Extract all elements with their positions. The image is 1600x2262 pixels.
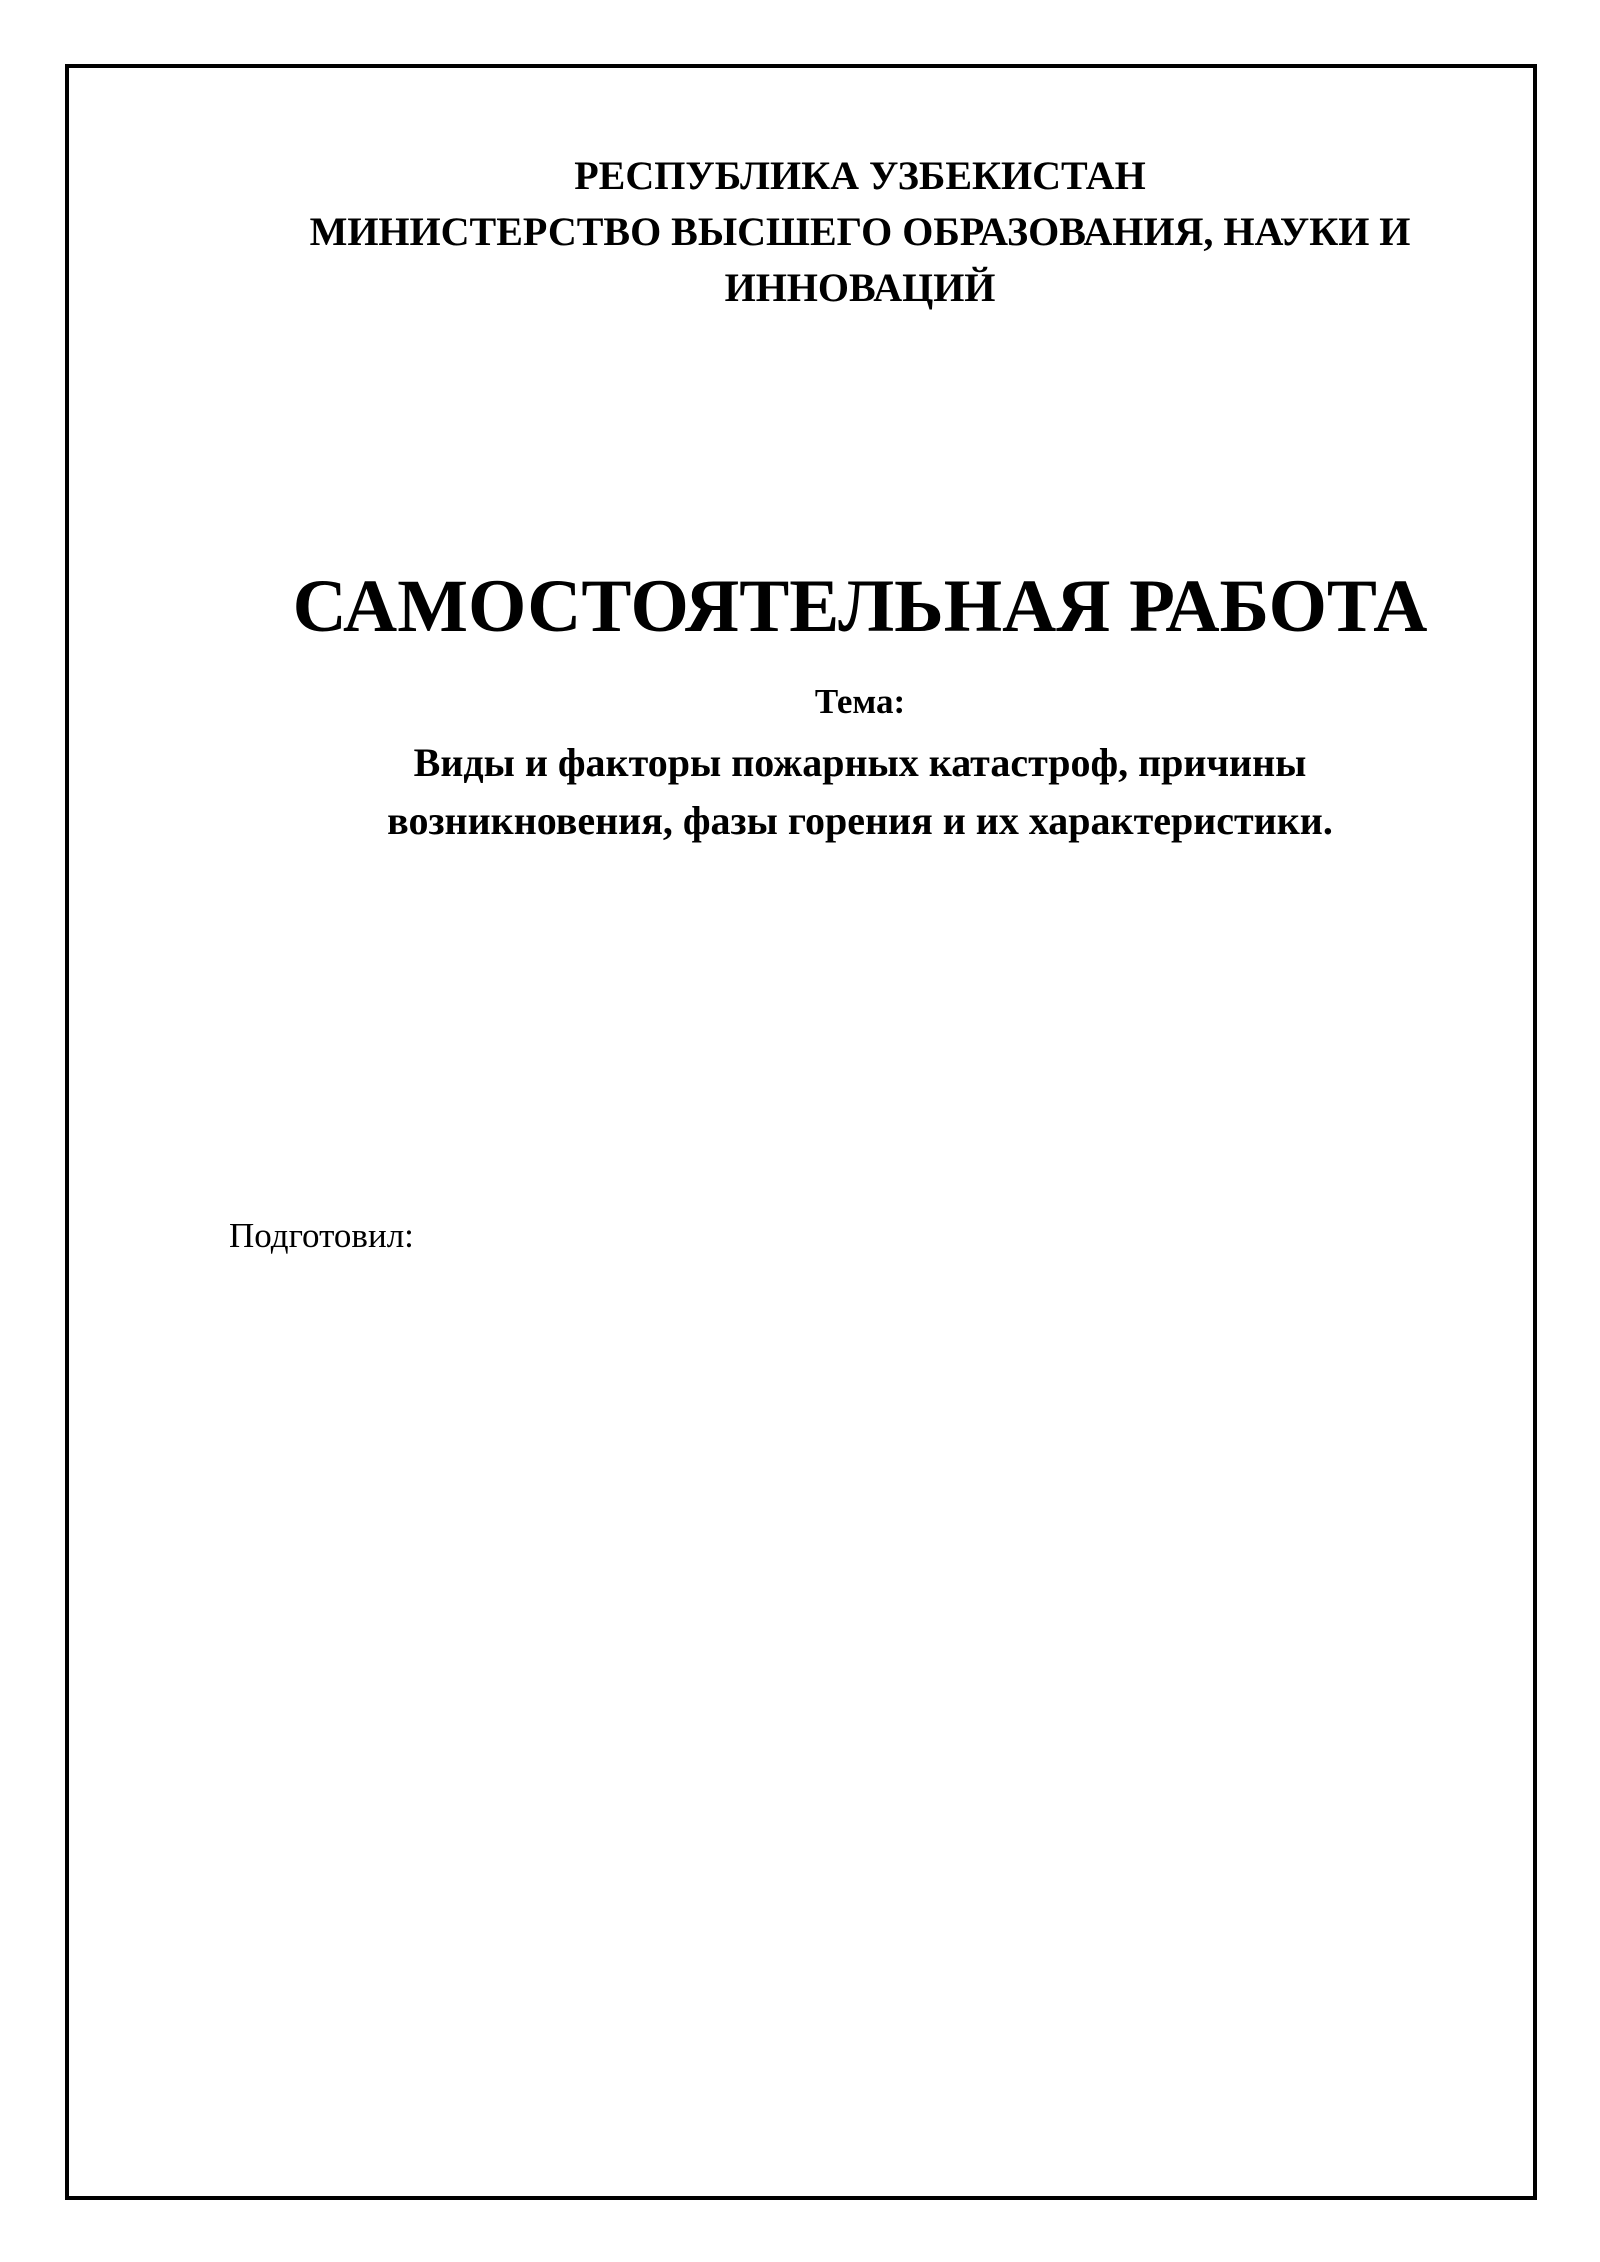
topic-text: Виды и факторы пожарных катастроф, причины возникновения, фазы горения и их характеристики.	[387, 740, 1333, 843]
topic-label: Тема:	[814, 682, 906, 721]
page-border	[65, 64, 1537, 2200]
ministry-name: МИНИСТЕРСТВО ВЫСШЕГО ОБРАЗОВАНИЯ, НАУКИ И ИННОВАЦИЙ	[309, 209, 1411, 310]
prepared-by-label: Подготовил:	[229, 1216, 414, 1255]
country-name: РЕСПУБЛИКА УЗБЕКИСТАН	[574, 153, 1146, 198]
document-title: САМОСТОЯТЕЛЬНАЯ РАБОТА	[292, 565, 1428, 648]
document-header	[240, 148, 1480, 316]
